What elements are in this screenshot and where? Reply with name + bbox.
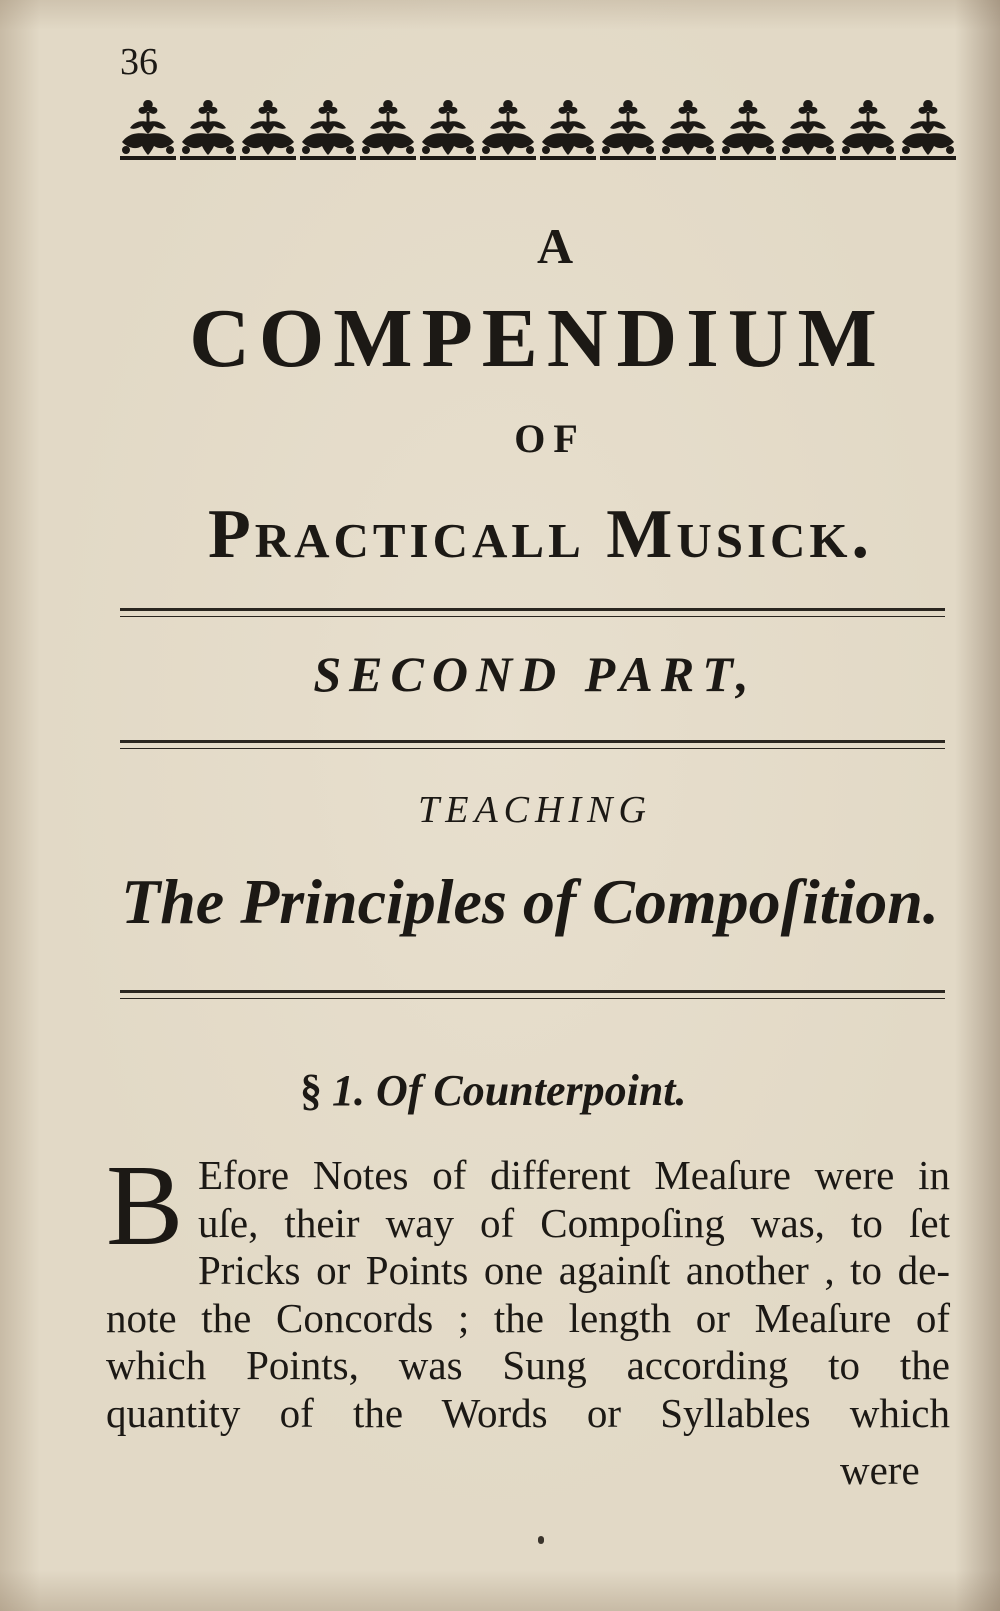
title-of: OF: [514, 416, 586, 461]
text-line: uſe, their way of Compoſing was, to ſet: [198, 1199, 950, 1246]
teaching-heading: TEACHING: [418, 789, 652, 831]
section-heading: [300, 1065, 687, 1116]
divider-rule: [120, 608, 945, 611]
section-sign: §: [300, 1066, 322, 1115]
text-line: which Points, was Sung according to the: [106, 1342, 950, 1388]
ink-speck: [538, 1536, 544, 1544]
part-heading: SECOND PART,: [313, 646, 757, 702]
fleuron-ornament-border: [118, 90, 960, 165]
body-text: [106, 1142, 950, 1437]
divider-rule: [120, 740, 945, 743]
page-number: 36: [120, 41, 158, 83]
text-line: quantity of the Words or Syllables which: [106, 1389, 950, 1436]
title-main: COMPENDIUM: [189, 292, 886, 385]
divider-rule: [120, 990, 945, 993]
title-article: A: [536, 218, 574, 274]
title-subject: Practicall Musick.: [207, 496, 874, 573]
drop-cap: B: [106, 1142, 184, 1270]
text-line: Efore Notes of different Meaſure were in: [198, 1152, 950, 1198]
text-line: Pricks or Points one againſt another , to de-: [198, 1247, 950, 1293]
subtitle: The Principles of Compoſition.: [121, 866, 939, 937]
text-line: note the Concords ; the length or Meaſure of: [106, 1294, 950, 1341]
catchword: were: [840, 1447, 920, 1493]
section-title: 1. Of Counterpoint.: [332, 1066, 687, 1115]
